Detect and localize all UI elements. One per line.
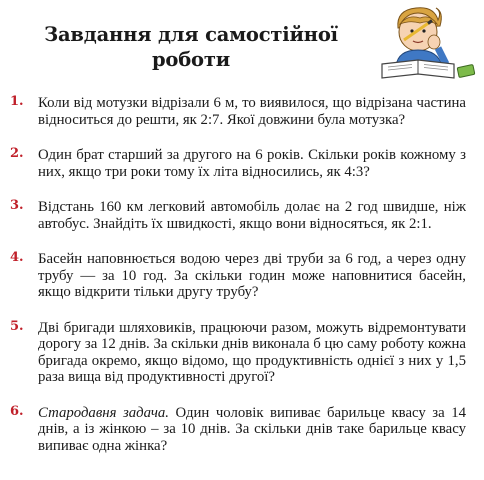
task-number: 5. (10, 318, 24, 334)
title-line-2: роботи (152, 48, 230, 71)
task-number: 1. (10, 94, 24, 109)
task-lead: Стародавня задача. (38, 404, 169, 421)
task-body: Один чоловік випиває барильце квасу за 14 днів, а із жінкою – за 10 днів. За скільки днів таке барильце квасу випиває одна жінка? (38, 404, 466, 454)
task-body: Дві бригади шляховиків, працюючи разом, можуть відремонтувати дорогу за 12 днів. За скільки днів виконала б цю саму роботу кожна бригада окремо, якщо відомо, що продуктивність однієї з них у 1,5 раза вища від продуктивності другої? (38, 319, 466, 385)
task-item-2 (0, 147, 484, 180)
task-item-4 (0, 251, 484, 301)
task-text (38, 95, 466, 128)
task-number: 4. (10, 250, 24, 265)
task-text (38, 320, 466, 386)
task-item-6 (0, 405, 484, 455)
page-header (0, 0, 484, 88)
title-line-1: Завдання для самостійної (44, 23, 338, 46)
task-body: Відстань 160 км легковий автомобіль долає на 2 год швидше, ніж автобус. Знайдіть їх швидкості, якщо вони відносяться, як 2:1. (38, 199, 466, 232)
task-text (38, 147, 466, 180)
task-text (38, 251, 466, 301)
task-item-3 (0, 199, 484, 232)
task-list (0, 95, 484, 473)
task-body: Один брат старший за другого на 6 років. Скільки років кожному з них, якщо три роки тому їх літа відносились, як 4:3? (38, 147, 466, 180)
student-studying-icon (368, 2, 478, 84)
task-body: Басейн наповнюється водою через дві труби за 6 год, а через одну трубу — за 10 год. За скільки годин може наповнитися басейн, якщо відкрити тільки другу трубу? (38, 251, 466, 300)
task-item-1 (0, 95, 484, 128)
task-text (38, 199, 466, 232)
task-number: 6. (10, 403, 24, 419)
task-body: Коли від мотузки відрізали 6 м, то виявилося, що відрізана частина відноситься до решти, як 2:7. Якої довжини була мотузка? (38, 95, 466, 128)
task-number: 3. (10, 198, 24, 213)
task-number: 2. (10, 146, 24, 161)
page-title (30, 22, 352, 72)
task-item-5 (0, 320, 484, 386)
task-text (38, 405, 466, 455)
